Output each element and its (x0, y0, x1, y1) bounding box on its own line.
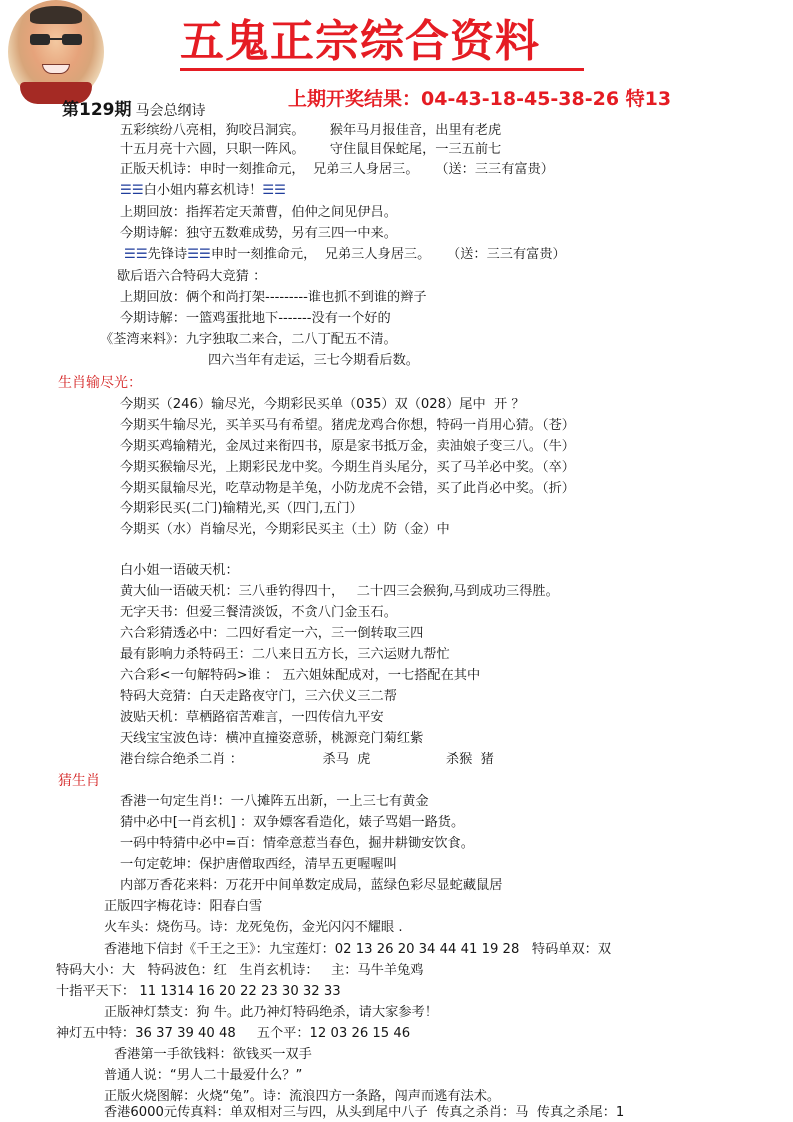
text-line: 正版四字梅花诗：阳春白雪 (104, 899, 263, 914)
text-line: 香港第一手欲钱料：欲钱买一双手 (114, 1047, 312, 1062)
text-line: 猜中必中[一肖玄机] ：双争嫖客看造化，婊子骂娼一路货。 (120, 815, 465, 830)
blue-marker-icon: ☰☰ (124, 247, 148, 262)
section-title: 生肖输尽光： (58, 375, 142, 391)
text-line: 白小姐一语破天机： (120, 563, 239, 578)
sunglasses-icon (30, 34, 82, 46)
avatar-hair (30, 6, 82, 24)
page-title: 五鬼正宗综合资料 (180, 16, 540, 67)
text-line: 今期买牛输尽光，买羊买马有希望。猪虎龙鸡合你想，特码一肖用心猜。（苍） (120, 418, 575, 433)
text-line: 特码大小：大 特码波色：红 生肖玄机诗： 主：马牛羊兔鸡 (56, 963, 424, 978)
text-line: 五彩缤纷八亮相，狗咬吕洞宾。 猴年马月报佳音，出里有老虎 (120, 123, 502, 138)
text-line: 香港地下信封《千王之王》：九宝莲灯：02 13 26 20 34 44 41 19 28 特码单双：双 (104, 942, 612, 957)
section-title: 猜生肖 (58, 773, 100, 789)
text-line: 今期买鸡输精光，金凤过来衔四书，原是家书抵万金，卖油娘子变三八。（牛） (120, 439, 575, 454)
text-line: 香港6000元传真料：单双相对三与四，从头到尾中八子 传真之杀肖：马 传真之杀尾：1 (104, 1105, 625, 1120)
text-line: 今期诗解：一篮鸡蛋批地下-------没有一个好的 (120, 311, 391, 326)
text-line: 正版神灯禁支：狗 牛。此乃神灯特码绝杀，请大家参考！ (104, 1005, 438, 1020)
text-line: 一码中特猜中必中=百：情牵意惹当春色，掘井耕锄安饮食。 (120, 836, 474, 851)
text-line: 六合彩猜透必中：二四好看定一六，三一倒转取三四 (120, 626, 424, 641)
text-line: 火车头：烧伤马。诗：龙死兔伤，金光闪闪不耀眼 . (104, 920, 403, 935)
text-line: 黄大仙一语破天机：三八垂钓得四十， 二十四三会猴狗,马到成功三得胜。 (120, 584, 559, 599)
text-line: 最有影响力杀特码王：二八来日五方长，三六运财九帮忙 (120, 647, 450, 662)
text-line: 今期买（水）肖输尽光，今期彩民买主（土）防（金）中 (120, 522, 450, 537)
text-line: 内部万香花来料：万花开中间单数定成局，蓝绿色彩尽显蛇藏鼠居 (120, 878, 503, 893)
text-line: 正版火烧图解：火烧“兔”。诗：流浪四方一条路，闯声而逃有法术。 (104, 1089, 501, 1104)
vanguard-text: 申时一刻推命元， 兄弟三人身居三。 （送：三三有富贵） (210, 247, 566, 262)
text-line: 六合彩<一句解特码>谁 ： 五六姐妹配成对，一七搭配在其中 (120, 668, 481, 683)
text-line: 十指平天下： 11 1314 16 20 22 23 30 32 33 (56, 984, 341, 999)
text-line: 港台综合绝杀二肖 ： 杀马 虎 杀猴 猪 (120, 752, 494, 767)
text-line: 今期诗解：独守五数难成势，另有三四一中来。 (120, 226, 397, 241)
text-line: 《荃湾来料》：九字独取二来合，二八丁配五不清。 (100, 332, 397, 347)
text-line: 香港一句定生肖!：一八摊阵五出新，一上三七有黄金 (120, 794, 429, 809)
text-line: 神灯五中特：36 37 39 40 48 五个平：12 03 26 15 46 (56, 1026, 411, 1041)
text-line: 天线宝宝波色诗：横冲直撞姿意骄，桃源竞门菊红紫 (120, 731, 424, 746)
last-result: 上期开奖结果：04-43-18-45-38-26 特13 (288, 88, 672, 110)
text-line: 无字天书：但爱三餐清淡饭，不贪八门金玉石。 (120, 605, 397, 620)
white-lady-heading (120, 182, 286, 200)
avatar-mouth (42, 64, 70, 74)
heading-text: 白小姐内幕玄机诗！ (143, 183, 263, 198)
text-line: 十五月亮十六圆，只职一阵风。 守住鼠目保蛇尾，一三五前七 (120, 142, 502, 157)
vanguard-heading (124, 246, 566, 264)
text-line: 特码大竞猜：白天走路夜守门，三六伏义三二帮 (120, 689, 397, 704)
text-line: 普通人说：“男人二十最爱什么？” (104, 1068, 303, 1083)
text-line: 一句定乾坤：保护唐僧取西经，清早五更喔喔叫 (120, 857, 397, 872)
text-line: 今期买鼠输尽光，吃草动物是羊兔，小防龙虎不会错，买了此肖必中奖。（折） (120, 481, 575, 496)
text-line: 今期买（246）输尽光，今期彩民买单（035）双（028）尾中 开 ？ (120, 397, 525, 412)
text-line: 正版天机诗：申时一刻推命元， 兄弟三人身居三。 （送：三三有富贵） (120, 162, 554, 177)
title-underline (180, 68, 584, 71)
text-line: 波贴天机：草栖路宿苦难言，一四传信九平安 (120, 710, 384, 725)
issue-number: 第129期 (62, 100, 132, 120)
issue-label (62, 95, 206, 120)
text-line: 四六当年有走运，三七今期看后数。 (208, 353, 419, 368)
text-line: 歇后语六合特码大竞猜 ： (117, 269, 267, 284)
heading-text: 先锋诗 (147, 247, 188, 262)
blue-marker-icon: ☰☰ (262, 183, 286, 198)
blue-marker-icon: ☰☰ (187, 247, 211, 262)
avatar (8, 0, 104, 104)
issue-subtitle: 马会总纲诗 (135, 103, 206, 119)
text-line: 今期买猴输尽光，上期彩民龙中奖。今期生肖头尾分，买了马羊必中奖。（卒） (120, 460, 575, 475)
text-line: 上期回放：俩个和尚打架---------谁也抓不到谁的辫子 (120, 290, 427, 305)
text-line: 上期回放：指挥若定天萧曹，伯仲之间见伊吕。 (120, 205, 397, 220)
text-line: 今期彩民买(二门)输精光,买（四门,五门） (120, 501, 363, 516)
blue-marker-icon: ☰☰ (120, 183, 144, 198)
